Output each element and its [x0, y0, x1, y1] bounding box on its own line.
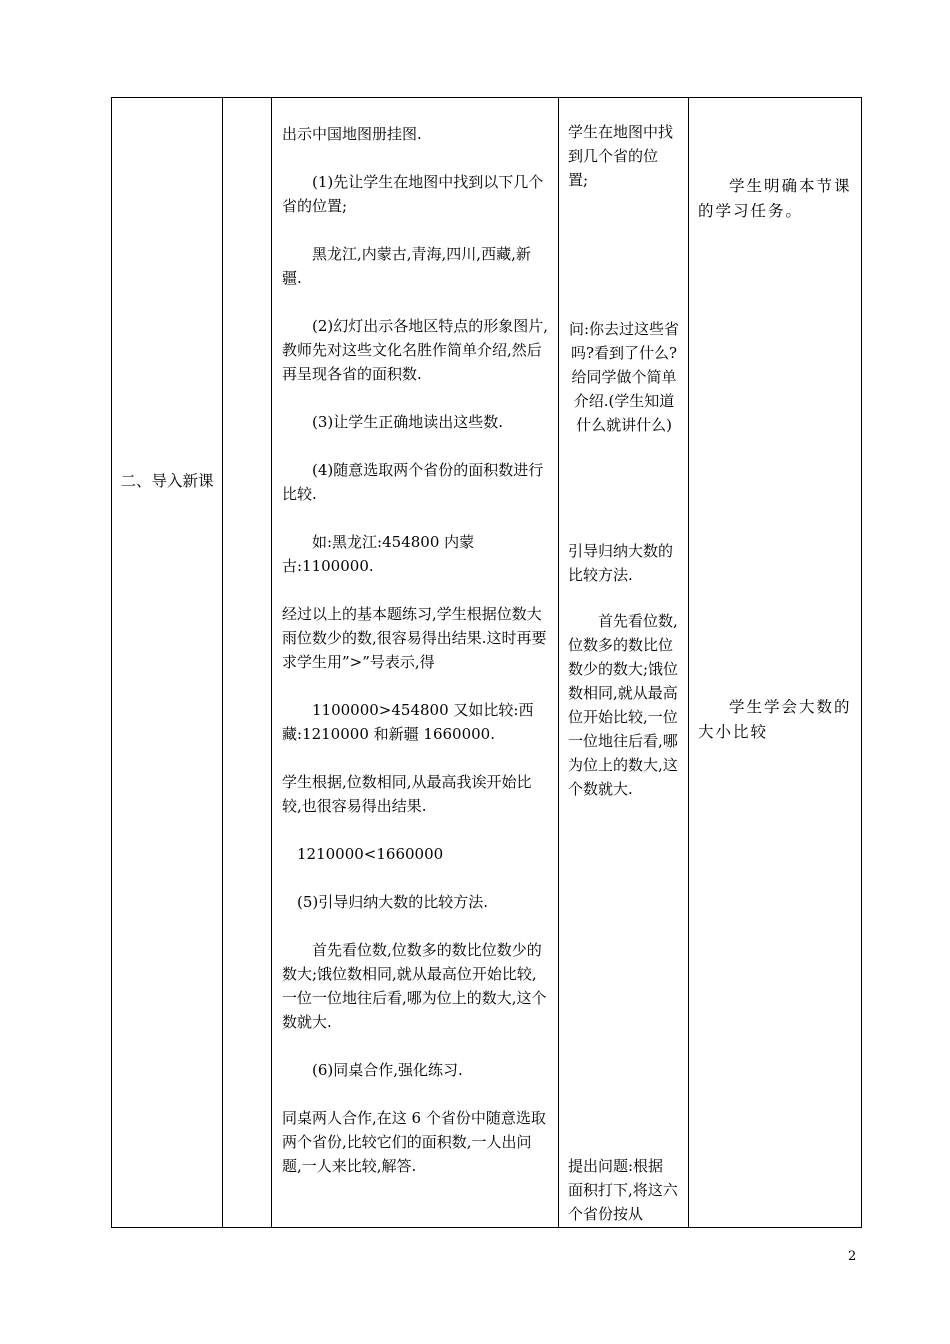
teacher-activity-paragraph: (5)引导归纳大数的比较方法. [297, 893, 489, 911]
teacher-activity-paragraph: 出示中国地图册挂图. [282, 125, 422, 143]
teacher-activity-paragraph: (3)让学生正确地读出这些数. [312, 413, 504, 431]
teacher-activity-paragraph: (4)随意选取两个省份的面积数进行比较. [282, 461, 544, 503]
design-intent-1: 学生明确本节课的学习任务。 [698, 177, 852, 220]
lesson-table [111, 97, 862, 1228]
student-activity-4: 首先看位数,位数多的数比位数少的数大;饿位数相同,就从最高位开始比较,一位一位地往后看,哪为位上的数大,这个数就大. [568, 612, 679, 798]
teacher-activity-paragraph: 如:黑龙江:454800 内蒙古:1100000. [282, 533, 475, 575]
teacher-activity-column [282, 122, 550, 1202]
teacher-activity-paragraph: (6)同桌合作,强化练习. [312, 1061, 463, 1079]
teacher-activity-paragraph: 黑龙江,内蒙古,青海,四川,西藏,新疆. [282, 245, 531, 287]
teacher-activity-paragraph: 经过以上的基本题练习,学生根据位数大雨位数少的数,很容易得出结果.这时再要求学生用”>”号表示,得 [282, 605, 547, 671]
student-activity-3: 引导归纳大数的比较方法. [568, 542, 674, 584]
teacher-activity-paragraph: 1210000<1660000 [297, 845, 444, 863]
teacher-activity-paragraph: (2)幻灯出示各地区特点的形象图片,教师先对这些文化名胜作简单介绍,然后再呈现各省的面积数. [282, 317, 549, 383]
column-divider [688, 98, 689, 1227]
student-activity-5: 提出问题:根据面积打下,将这六个省份按从 [568, 1157, 678, 1223]
section-label: 二、导入新课 [120, 472, 214, 490]
column-divider [271, 98, 272, 1227]
teacher-activity-paragraph: 首先看位数,位数多的数比位数少的数大;饿位数相同,就从最高位开始比较,一位一位地往后看,哪为位上的数大,这个数就大. [282, 941, 547, 1031]
student-activity-2: 问:你去过这些省吗?看到了什么?给同学做个简单介绍.(学生知道什么就讲什么) [568, 320, 680, 434]
column-divider [558, 98, 559, 1227]
student-activity-1: 学生在地图中找到几个省的位置; [568, 123, 674, 189]
teacher-activity-paragraph: 同桌两人合作,在这 6 个省份中随意选取两个省份,比较它们的面积数,一人出问题,一人来比较,解答. [282, 1109, 546, 1175]
design-intent-2: 学生学会大数的大小比较 [698, 698, 852, 741]
teacher-activity-paragraph: 1100000>454800 又如比较:西藏:1210000 和新疆 1660000. [282, 701, 534, 743]
column-divider [222, 98, 223, 1227]
teacher-activity-paragraph: (1)先让学生在地图中找到以下几个省的位置; [282, 173, 544, 215]
page-number: 2 [848, 1249, 857, 1264]
teacher-activity-paragraph: 学生根据,位数相同,从最高我诶开始比较,也很容易得出结果. [282, 773, 532, 815]
